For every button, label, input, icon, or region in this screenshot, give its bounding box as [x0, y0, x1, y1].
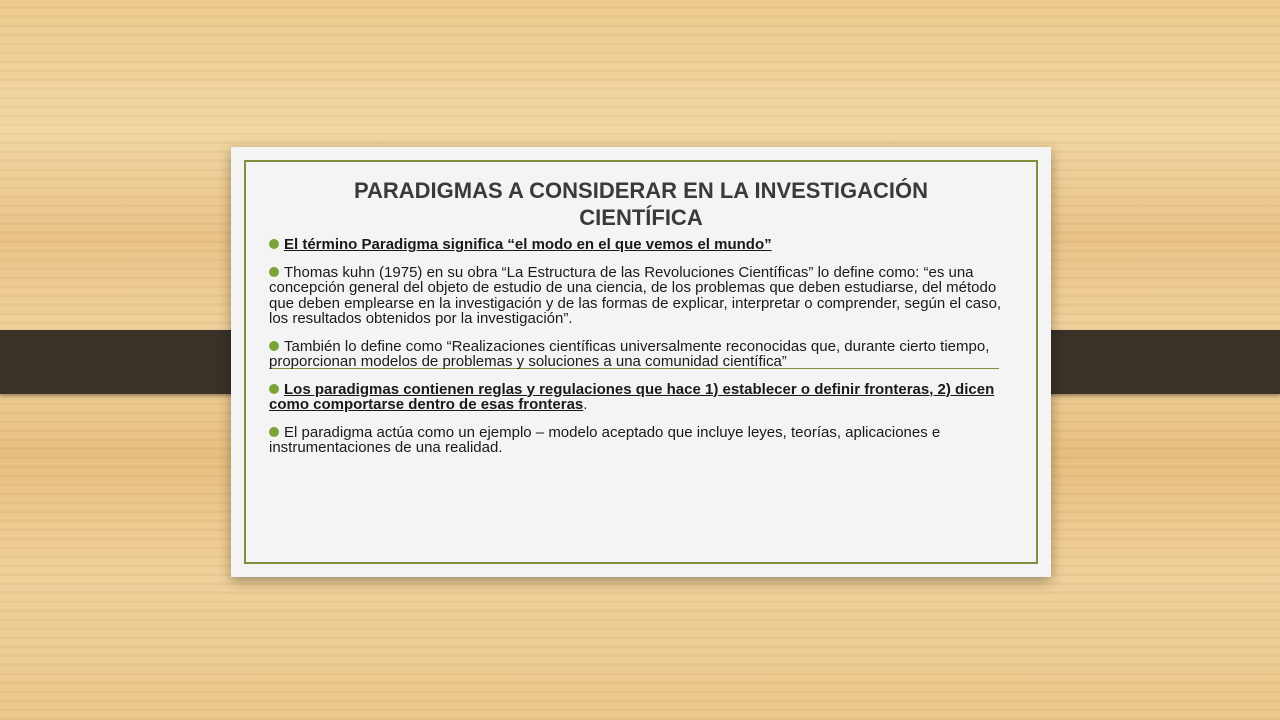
slide-title: PARADIGMAS A CONSIDERAR EN LA INVESTIGACIÓN CIENTÍFICA — [353, 178, 929, 230]
bullet-item-3 — [269, 339, 1014, 370]
bullet-text-4: Los paradigmas contienen reglas y regulaciones que hace 1) establecer o definir fronteras, 2) dicen como comportarse dentro de esas fronteras — [269, 380, 995, 413]
strap-right — [1022, 330, 1280, 394]
bullet-dot-icon — [269, 341, 279, 351]
bullet-text-2: Thomas kuhn (1975) en su obra “La Estructura de las Revoluciones Científicas” lo define como: “es una concepción general del objeto de estudio de una ciencia, de los problemas que deben estudiarse, del método que deben emplearse en la investigación y de las formas de explicar, interpretar o comprender, según el caso, los resultados obtenidos por la investigación”. — [269, 263, 1002, 327]
bullet-text-3: También lo define como “Realizaciones científicas universalmente reconocidas que, durante cierto tiempo, proporcionan modelos de problemas y soluciones a una comunidad científica” — [269, 337, 990, 370]
bullet-dot-icon — [269, 384, 279, 394]
bullet-dot-icon — [269, 239, 279, 249]
strap-left — [0, 330, 258, 394]
bullet-dot-icon — [269, 267, 279, 277]
bullet-text-4-tail: . — [583, 396, 588, 413]
bullet-item-2 — [269, 265, 1014, 327]
bullet-text-5: El paradigma actúa como un ejemplo – modelo aceptado que incluye leyes, teorías, aplicaciones e instrumentaciones de una realidad. — [269, 423, 941, 456]
bullet-text-1: El término Paradigma significa “el modo en el que vemos el mundo” — [284, 236, 772, 253]
slide-card — [231, 147, 1051, 577]
bullet-item-4 — [269, 382, 1014, 413]
slide-body — [269, 237, 1014, 468]
bullet-dot-icon — [269, 427, 279, 437]
bullet-item-5 — [269, 425, 1014, 456]
bullet-item-1 — [269, 237, 1014, 253]
